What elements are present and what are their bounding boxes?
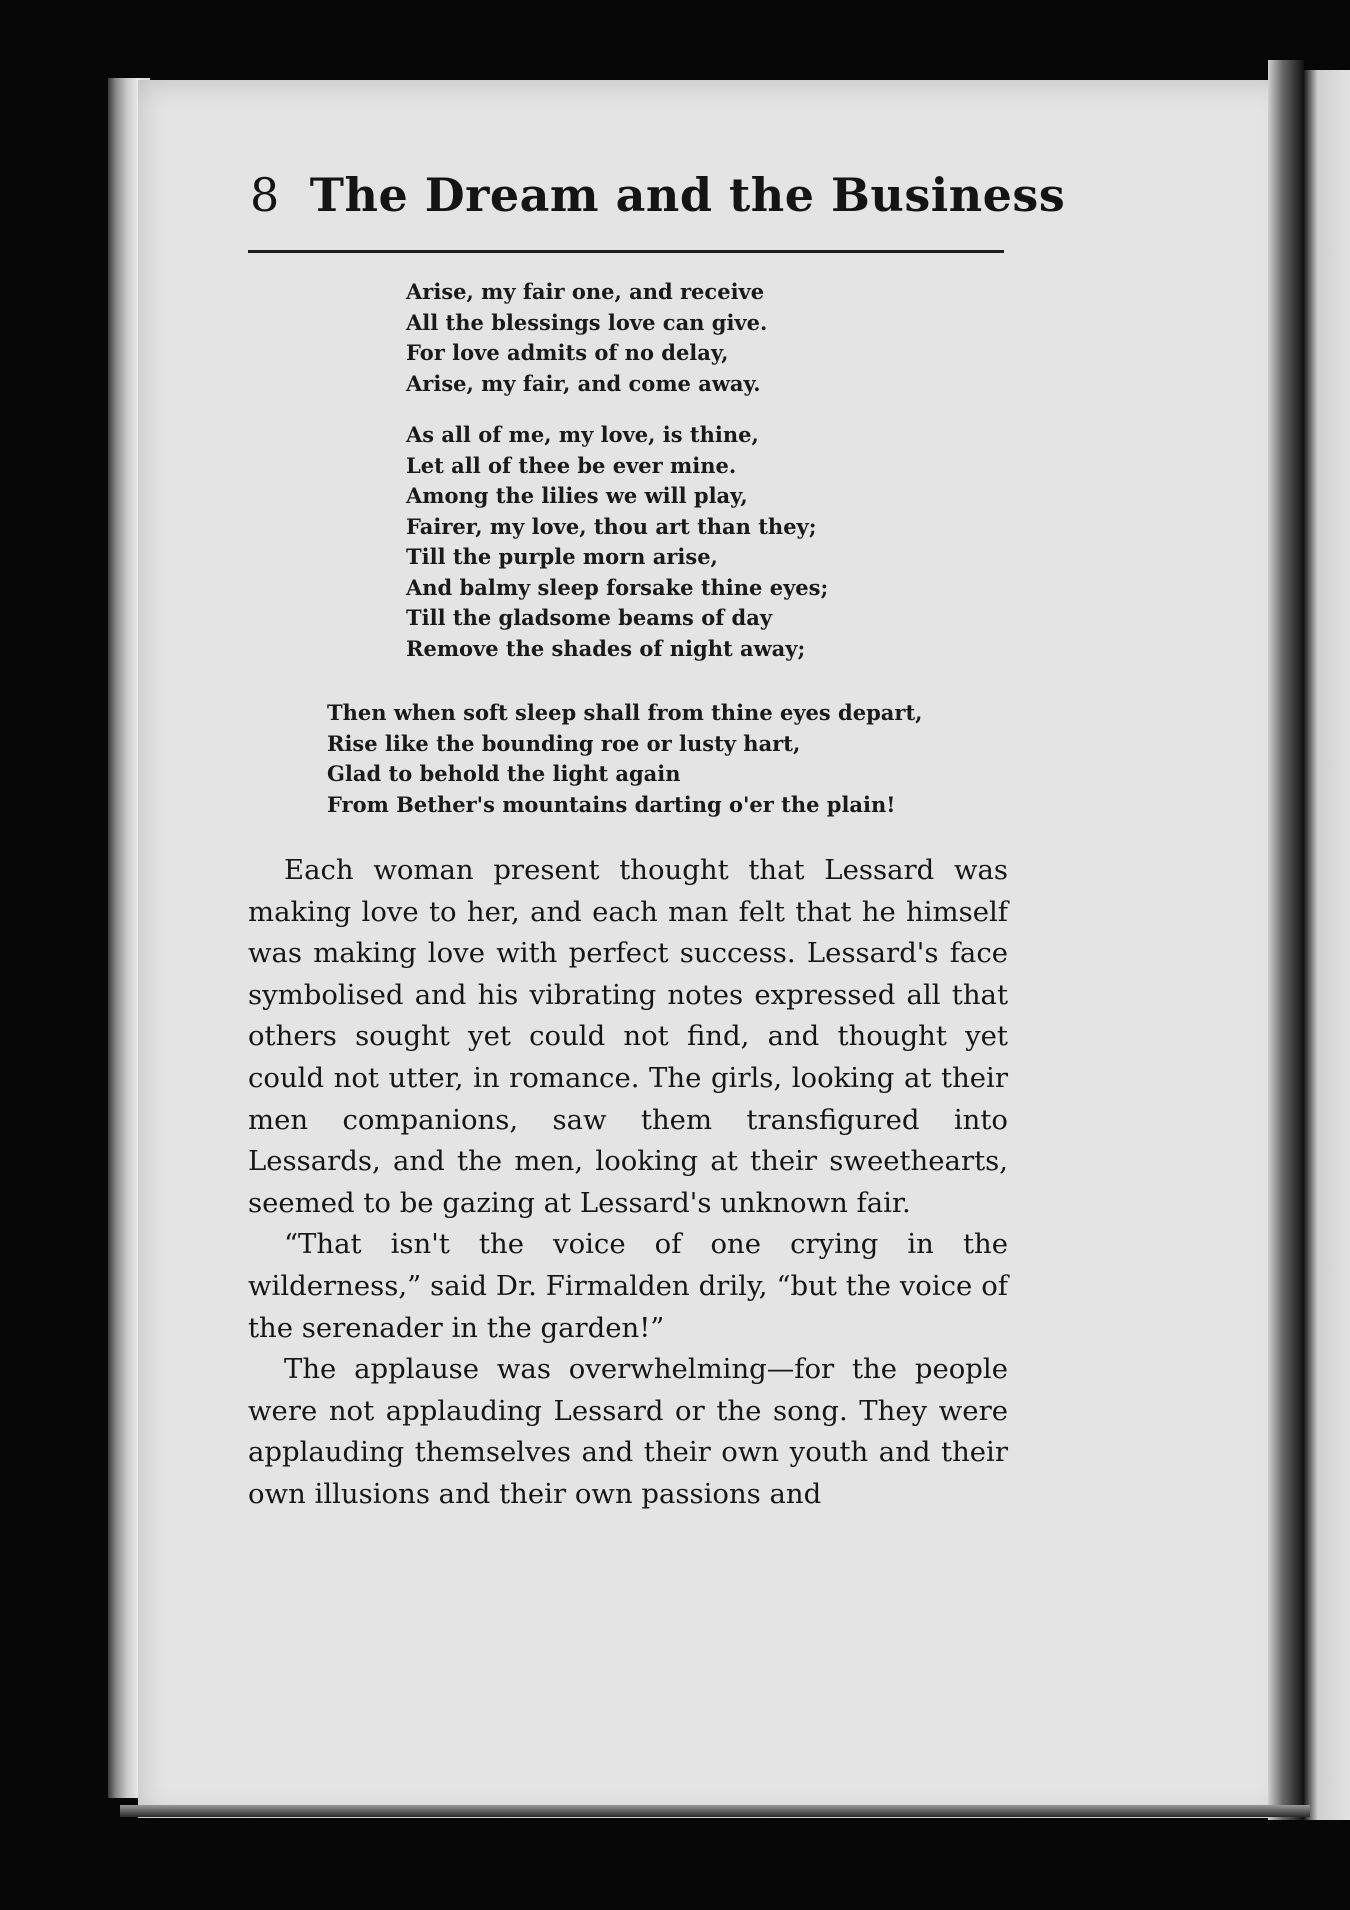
- verse-line: Among the lilies we will play,: [406, 483, 748, 508]
- paragraph: Each woman present thought that Lessard was making love to her, and each man felt that he himself was making love with perfect success. Lessard's face symbolised and his vibrating notes expressed all that others sought yet could not find, and thought yet could not utter, in romance. The girls, looking at their men companions, saw them transfigured into Lessards, and the men, looking at their sweethearts, seemed to be gazing at Lessard's unknown fair.: [248, 854, 1008, 1219]
- verse-line: From Bether's mountains darting o'er the plain!: [327, 791, 896, 817]
- running-head: [250, 168, 1150, 248]
- verse-stanza-1: [406, 277, 767, 399]
- verse-line: All the blessings love can give.: [406, 309, 768, 335]
- verse-line: Fairer, my love, thou art than they;: [406, 513, 817, 539]
- verse-line: Arise, my fair one, and receive: [406, 279, 765, 304]
- verse-stanza-2: [406, 420, 828, 664]
- facing-page-edge: [1304, 70, 1350, 1820]
- verse-line: Till the purple morn arise,: [406, 544, 718, 569]
- verse-line: Till the gladsome beams of day: [406, 605, 773, 630]
- verse-line: Rise like the bounding roe or lusty hart,: [327, 730, 801, 756]
- verse-line: Glad to behold the light again: [327, 761, 681, 786]
- paragraph: The applause was overwhelming—for the people were not applauding Lessard or the song. They were applauding themselves and their own youth and their own illusions and their own passions and: [248, 1353, 1008, 1510]
- running-title: The Dream and the Business: [309, 168, 1066, 222]
- verse-line: For love admits of no delay,: [406, 340, 729, 365]
- book-gutter: [1268, 60, 1304, 1820]
- verse-line: Arise, my fair, and come away.: [406, 370, 761, 396]
- verse-stanza-3: [327, 698, 922, 820]
- paragraph: “That isn't the voice of one crying in the wilderness,” said Dr. Firmalden drily, “but the voice of the serenader in the garden!”: [248, 1228, 1008, 1344]
- header-rule: [248, 250, 1004, 253]
- verse-line: As all of me, my love, is thine,: [406, 422, 759, 447]
- body-text: [248, 850, 1008, 1516]
- page-number: 8: [250, 168, 280, 222]
- verse-line: And balmy sleep forsake thine eyes;: [406, 574, 829, 600]
- verse-line: Then when soft sleep shall from thine eyes depart,: [327, 700, 923, 725]
- book-bottom-edge: [120, 1805, 1310, 1817]
- verse-line: Let all of thee be ever mine.: [406, 452, 737, 478]
- verse-line: Remove the shades of night away;: [406, 635, 806, 661]
